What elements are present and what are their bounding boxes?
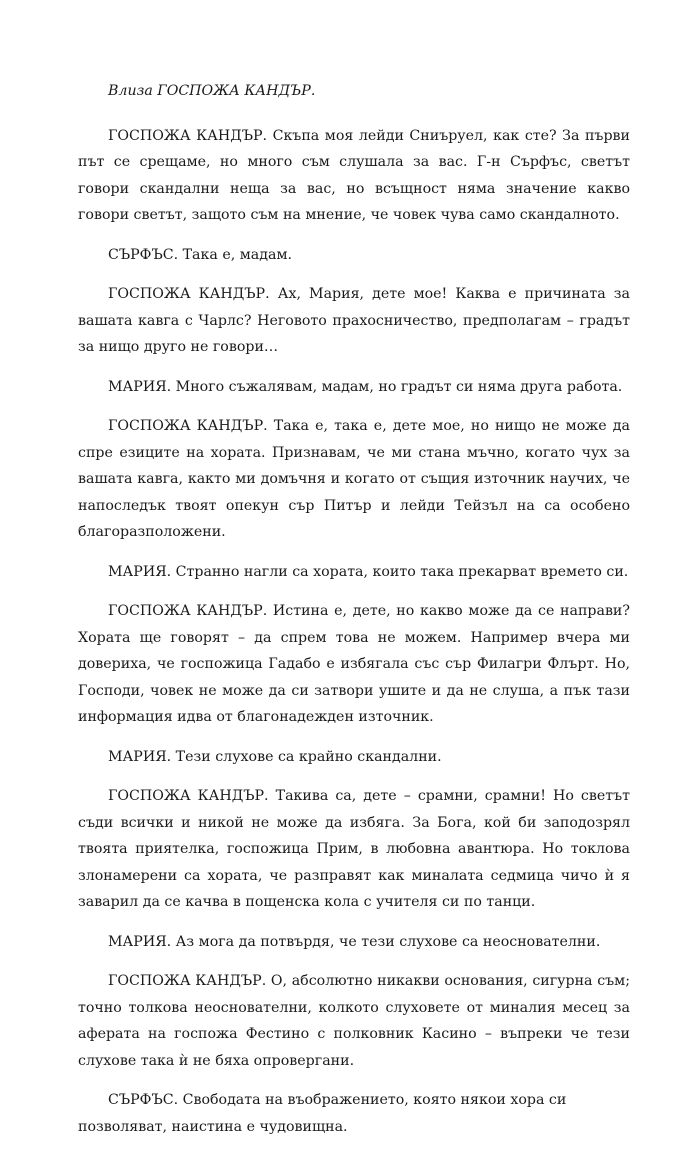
dialogue-paragraph: МАРИЯ. Много съжалявам, мадам, но градът си няма друга работа. (108, 378, 623, 395)
dialogue-paragraph: СЪРФЪС. Свободата на въображението, която някои хора си позволяват, наистина е чудовищна. (78, 1092, 567, 1135)
dialogue-paragraph: СЪРФЪС. Така е, мадам. (108, 246, 293, 263)
dialogue-paragraph: ГОСПОЖА КАНДЪР. Ах, Мария, дете мое! Каква е причината за вашата кавга с Чарлс? Неговото прахосничество, предполагам – градът за нищо друго не говори… (78, 286, 630, 355)
dialogue-paragraph: ГОСПОЖА КАНДЪР. Така е, така е, дете мое, но нищо не може да спре езиците на хората. Признавам, че ми стана мъчно, когато чух за вашата кавга, както ми домъчня и когато от същия източник научих, че напоследък твоят опекун сър Питър и лейди Тейзъл на са особено благоразположени. (78, 418, 630, 540)
dialogue-paragraph: ГОСПОЖА КАНДЪР. О, абсолютно никакви основания, сигурна съм; точно толкова неоснователни, колкото слуховете от миналия месец за аферата на госпожа Фестино с полковник Касино – въпреки че тези слухове така ѝ не бяха опровергани. (78, 973, 630, 1069)
dialogue-paragraph: ГОСПОЖА КАНДЪР. Истина е, дете, но какво може да се направи? Хората ще говорят – да спрем това не можем. Например вчера ми довериха, че госпожица Гадабо е избягала със сър Филагри Флърт. Но, Господи, човек не може да си затвори ушите и да не слуша, а пък тази информация идва от благонадежден източник. (78, 603, 630, 725)
dialogue-paragraph: ГОСПОЖА КАНДЪР. Такива са, дете – срамни, срамни! Но светът съди всички и никой не може да избяга. За Бога, кой би заподозрял твоята приятелка, госпожица Прим, в любовна авантюра. Но токлова злонамерени са хората, че разправят как миналата седмица чичо ѝ я заварил да се качва в пощенска кола с учителя си по танци. (78, 788, 630, 910)
dialogue-paragraph: МАРИЯ. Аз мога да потвърдя, че тези слухове са неоснователни. (108, 933, 601, 950)
play-text (78, 78, 630, 1153)
dialogue-paragraph: ГОСПОЖА КАНДЪР. Скъпа моя лейди Сниъруел, как сте? За първи път се срещаме, но много съм слушала за вас. Г-н Сърфъс, светът говори скандални неща за вас, но всъщност няма значение какво говори светът, защото съм на мнение, че човек чува само скандалното. (78, 127, 630, 223)
dialogue-paragraph: МАРИЯ. Странно нагли са хората, които така прекарват времето си. (108, 563, 629, 580)
stage-direction: Влиза ГОСПОЖА КАНДЪР. (108, 83, 316, 99)
dialogue-paragraph: МАРИЯ. Тези слухове са крайно скандални. (108, 748, 442, 765)
